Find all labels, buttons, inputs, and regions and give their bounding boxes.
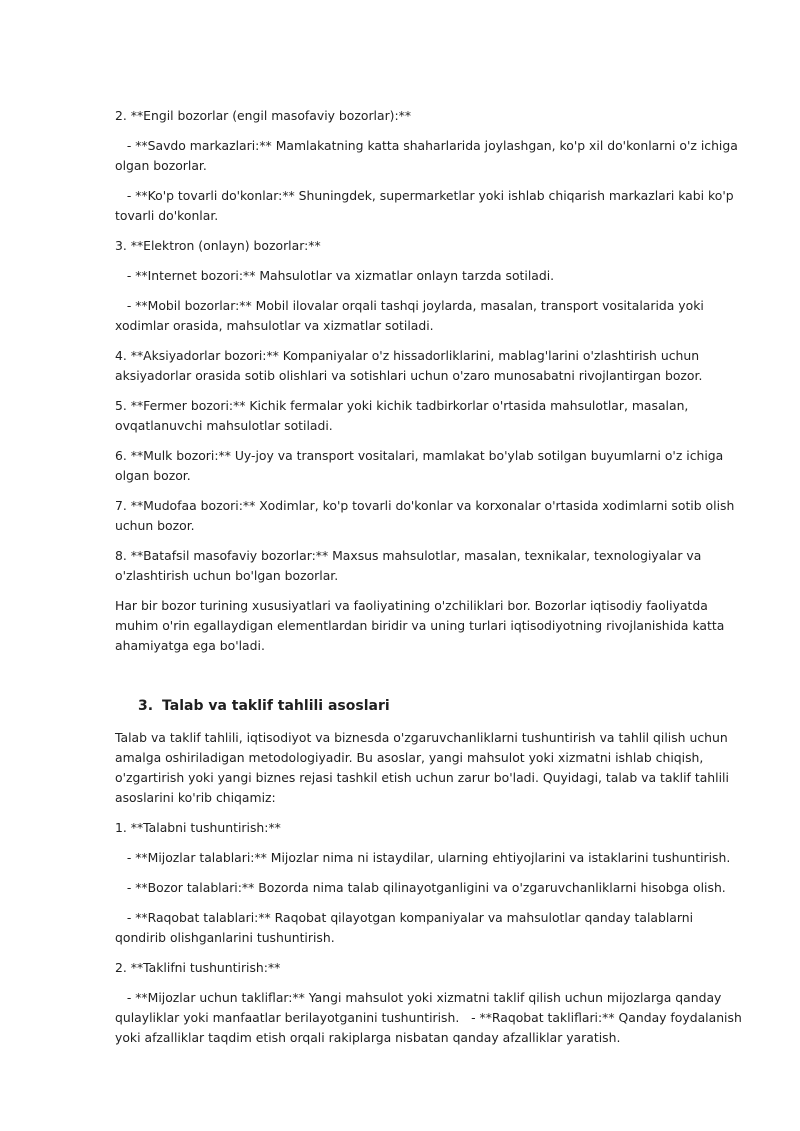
section-heading xyxy=(138,696,390,716)
paragraph-market-5: 5. **Fermer bozori:** Kichik fermalar yoki kichik tadbirkorlar o'rtasida mahsulotlar, masalan, ovqatlanuvchi mahsulotlar sotiladi. xyxy=(115,398,693,433)
paragraph-intro: Talab va taklif tahlili, iqtisodiyot va biznesda o'zgaruvchanliklarni tushuntirish va tahlil qilish uchun amalga oshiriladigan metodologiyadir. Bu asoslar, yangi mahsulot yoki xizmatni ishlab chiqish, o'zgartirish yoki yangi biznes rejasi tashkil etish uchun zarur bo'ladi. Quyidagi, talab va taklif tahlili asoslarini ko'rib chiqamiz: xyxy=(115,730,733,805)
paragraph-market-6: 6. **Mulk bozori:** Uy-joy va transport vositalari, mamlakat bo'ylab sotilgan buyumlarni o'z ichiga olgan bozor. xyxy=(115,448,728,483)
paragraph-market-2a: - **Savdo markazlari:** Mamlakatning katta shaharlarida joylashgan, ko'p xil do'konlarni o'z ichiga olgan bozorlar. xyxy=(115,138,742,173)
paragraph-demand-1b: - **Bozor talablari:** Bozorda nima talab qilinayotganligini va o'zgaruvchanliklarni hisobga olish. xyxy=(115,880,726,895)
paragraph-market-3: 3. **Elektron (onlayn) bozorlar:** xyxy=(115,238,321,253)
paragraph-market-4: 4. **Aksiyadorlar bozori:** Kompaniyalar o'z hissadorliklarini, mablag'larini o'zlashtirish uchun aksiyadorlar orasida sotib olishlari va sotishlari uchun o'zaro munosabatni rivojlantirgan bozor. xyxy=(115,348,704,383)
paragraph-supply-2: 2. **Taklifni tushuntirish:** xyxy=(115,960,281,975)
paragraph-supply-2a: - **Mijozlar uchun takliflar:** Yangi mahsulot yoki xizmatni taklif qilish uchun mijozlarga qanday qulayliklar yoki manfaatlar berilayotganini tushuntirish. - **Raqobat takliflari:** Qanday foydalanish yoki afzalliklar taqdim etish orqali rakiplarga nisbatan qanday afzalliklar yaratish. xyxy=(115,990,746,1045)
paragraph-market-2b: - **Ko'p tovarli do'konlar:** Shuningdek, supermarketlar yoki ishlab chiqarish markazlari kabi ko'p tovarli do'konlar. xyxy=(115,188,738,223)
paragraph-market-3b: - **Mobil bozorlar:** Mobil ilovalar orqali tashqi joylarda, masalan, transport vositalarida yoki xodimlar orasida, mahsulotlar va xizmatlar sotiladi. xyxy=(115,298,708,333)
paragraph-demand-1a: - **Mijozlar talablari:** Mijozlar nima ni istaydilar, ularning ehtiyojlarini va istaklarini tushuntirish. xyxy=(115,850,731,865)
section-number: 3. xyxy=(138,698,154,714)
paragraph-market-7: 7. **Mudofaa bozori:** Xodimlar, ko'p tovarli do'konlar va korxonalar o'rtasida xodimlarni sotib olish uchun bozor. xyxy=(115,498,739,533)
paragraph-market-3a: - **Internet bozori:** Mahsulotlar va xizmatlar onlayn tarzda sotiladi. xyxy=(115,268,555,283)
paragraph-demand-1c: - **Raqobat talablari:** Raqobat qilayotgan kompaniyalar va mahsulotlar qanday talablarni qondirib olishganlarini tushuntirish. xyxy=(115,910,698,945)
paragraph-market-8: 8. **Batafsil masofaviy bozorlar:** Maxsus mahsulotlar, masalan, texnikalar, texnologiyalar va o'zlashtirish uchun bo'lgan bozorlar. xyxy=(115,548,706,583)
paragraph-market-2: 2. **Engil bozorlar (engil masofaviy bozorlar):** xyxy=(115,108,412,123)
paragraph-demand-1: 1. **Talabni tushuntirish:** xyxy=(115,820,281,835)
section-title: Talab va taklif tahlili asoslari xyxy=(162,698,390,714)
paragraph-summary: Har bir bozor turining xususiyatlari va faoliyatining o'zchiliklari bor. Bozorlar iqtisodiy faoliyatda muhim o'rin egallaydigan elementlardan biridir va uning turlari iqtisodiyotning rivojlanishida katta ahamiyatga ega bo'ladi. xyxy=(115,598,729,653)
